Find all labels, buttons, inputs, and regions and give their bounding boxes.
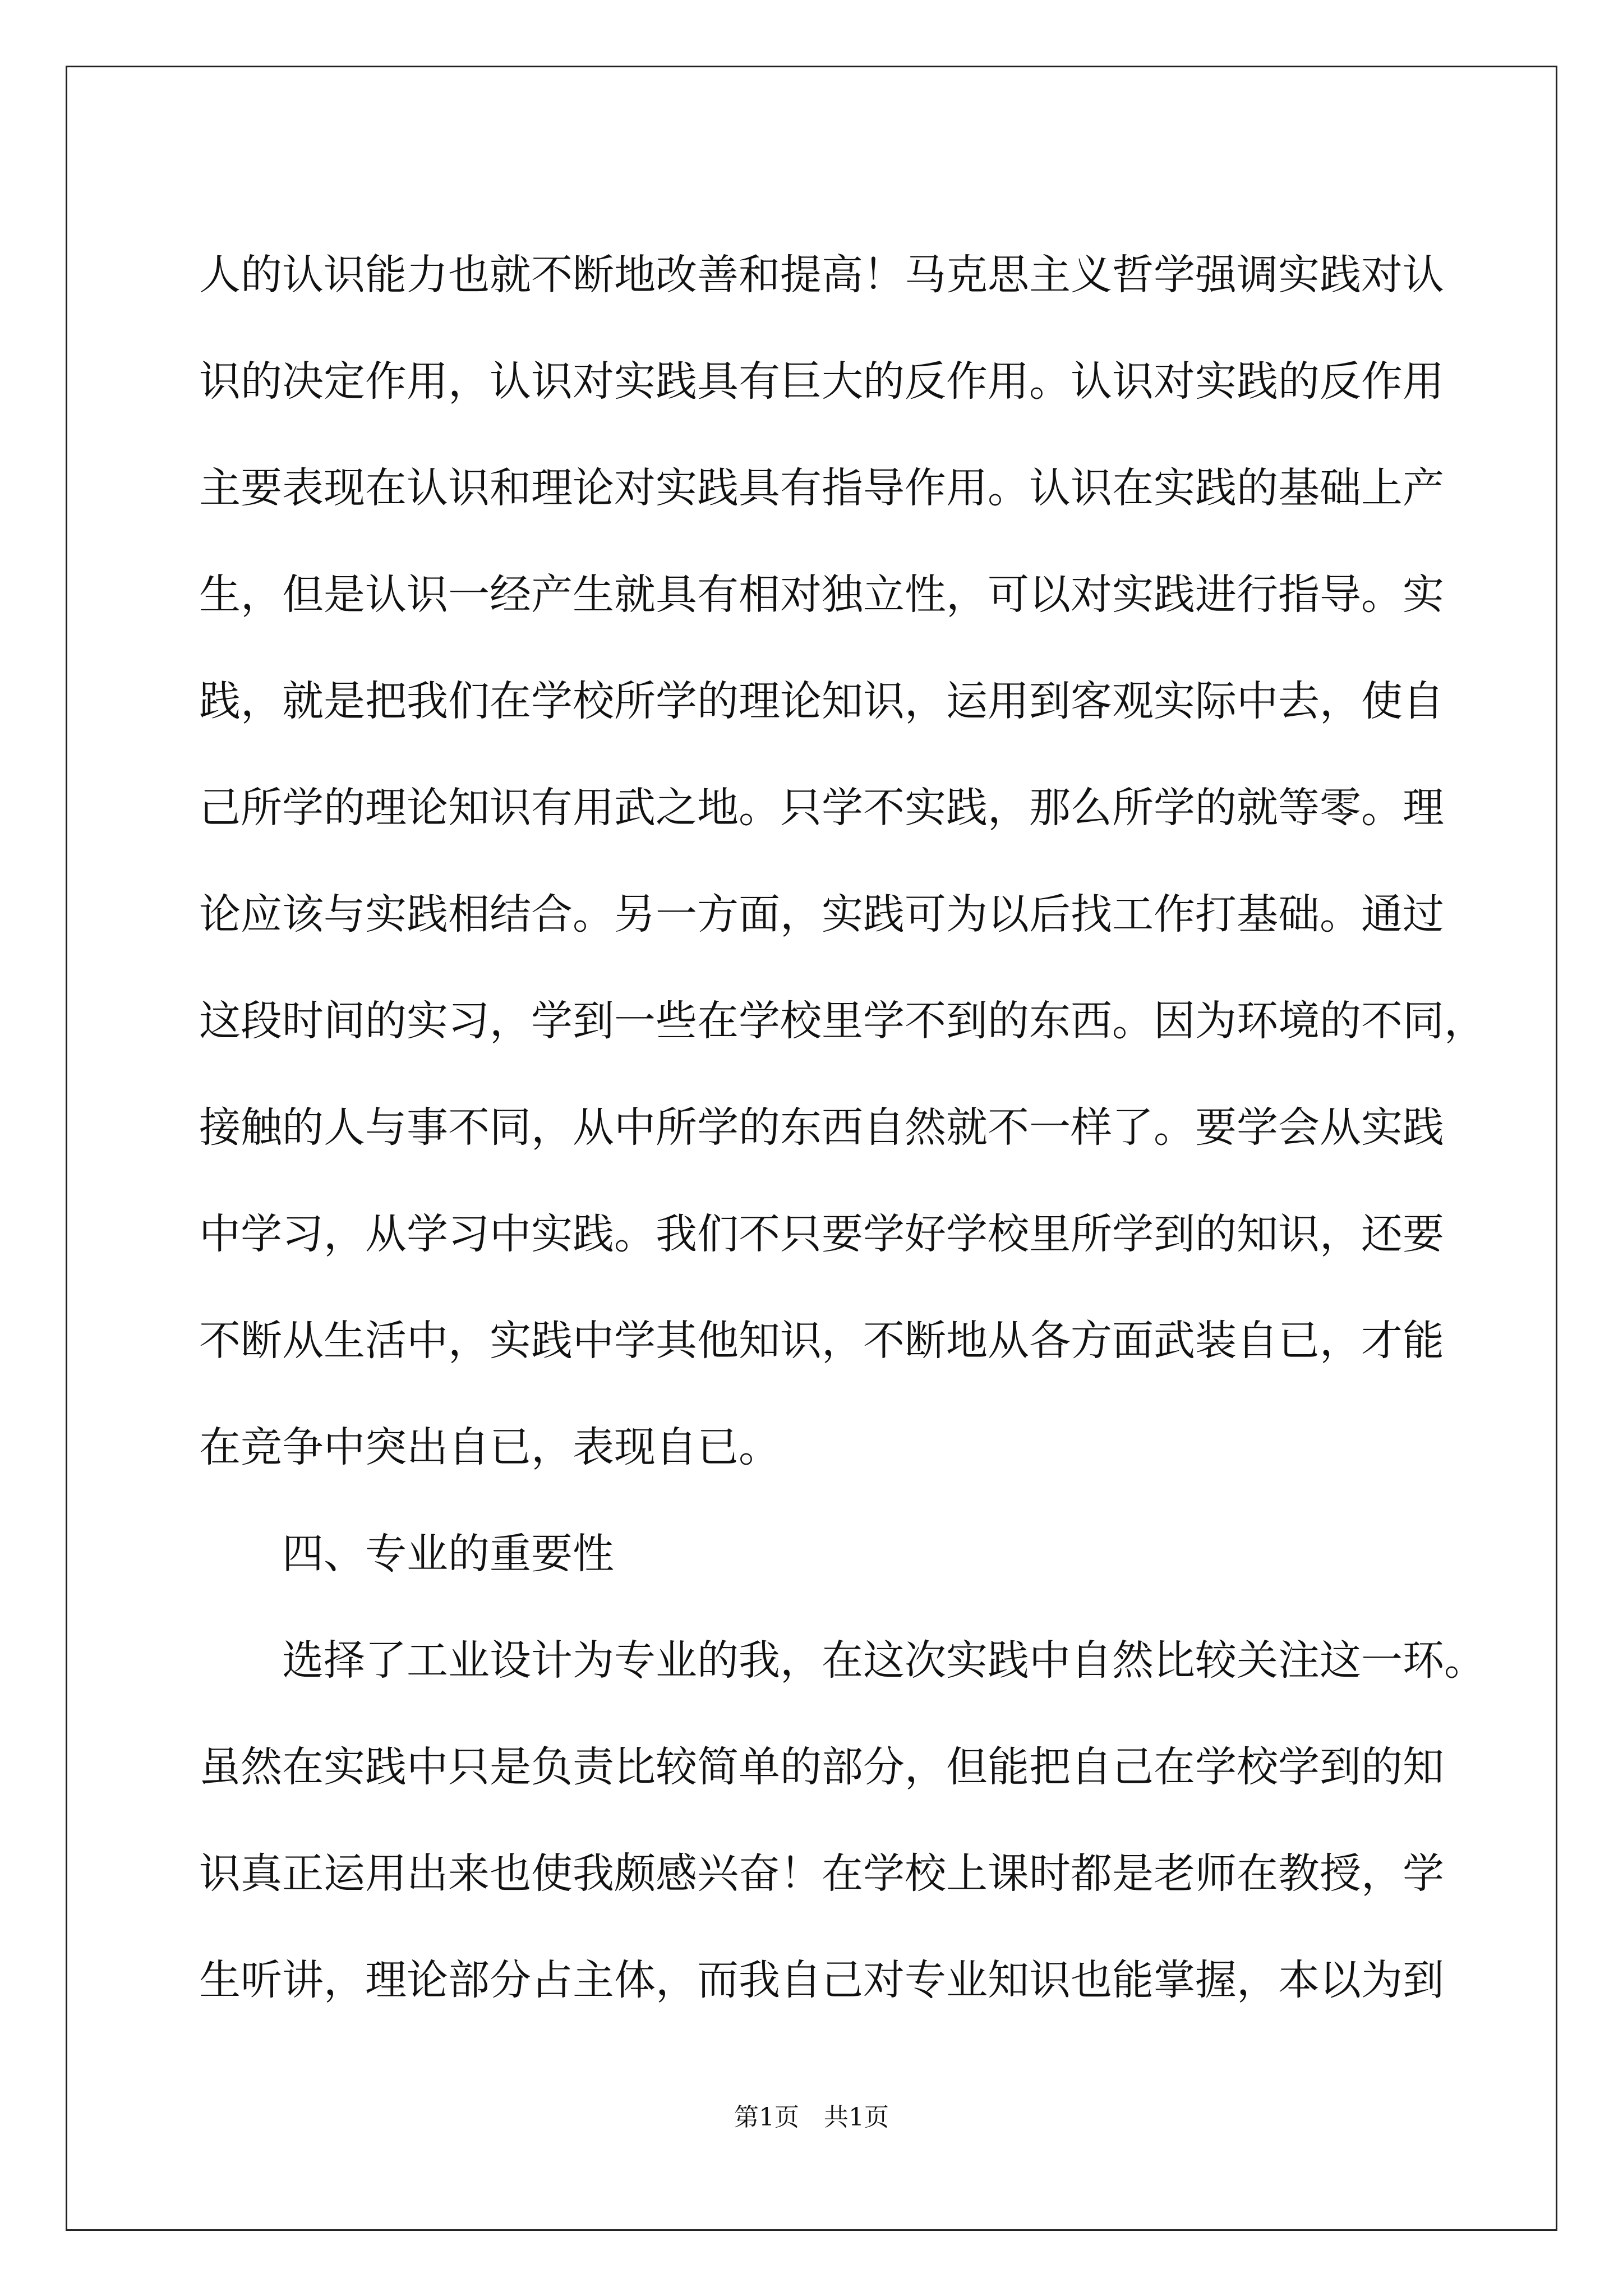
paragraph-line: 践，就是把我们在学校所学的理论知识，运用到客观实际中去，使自: [199, 677, 1444, 725]
section-heading: 四、专业的重要性: [282, 1530, 614, 1578]
paragraph-line: 中学习，从学习中实践。我们不只要学好学校里所学到的知识，还要: [199, 1210, 1444, 1258]
page-footer: 第1页 共1页: [734, 2103, 889, 2132]
paragraph-line: 不断从生活中，实践中学其他知识，不断地从各方面武装自已，才能: [199, 1317, 1444, 1365]
paragraph-line: 主要表现在认识和理论对实践具有指导作用。认识在实践的基础上产: [199, 464, 1444, 512]
paragraph-line: 接触的人与事不同，从中所学的东西自然就不一样了。要学会从实践: [199, 1103, 1444, 1152]
paragraph-line: 人的认识能力也就不断地改善和提高！马克思主义哲学强调实践对认: [199, 251, 1444, 299]
paragraph-line: 己所学的理论知识有用武之地。只学不实践，那么所学的就等零。理: [199, 784, 1444, 832]
paragraph-line: 虽然在实践中只是负责比较简单的部分，但能把自己在学校学到的知: [199, 1743, 1444, 1791]
document-body: [199, 222, 1486, 2033]
paragraph-line: 论应该与实践相结合。另一方面，实践可为以后找工作打基础。通过: [199, 890, 1444, 938]
paragraph-line: 选择了工业设计为专业的我，在这次实践中自然比较关注这一环。: [282, 1636, 1486, 1685]
paragraph-line: 识真正运用出来也使我颇感兴奋！在学校上课时都是老师在教授，学: [199, 1849, 1444, 1898]
paragraph-line: 这段时间的实习，学到一些在学校里学不到的东西。因为环境的不同，: [199, 997, 1486, 1045]
paragraph-line: 生，但是认识一经产生就具有相对独立性，可以对实践进行指导。实: [199, 570, 1444, 619]
paragraph-line: 在竞争中突出自已，表现自已。: [199, 1423, 780, 1471]
paragraph-line: 生听讲，理论部分占主体，而我自己对专业知识也能掌握，本以为到: [199, 1956, 1444, 2004]
paragraph-line: 识的决定作用，认识对实践具有巨大的反作用。认识对实践的反作用: [199, 357, 1444, 406]
